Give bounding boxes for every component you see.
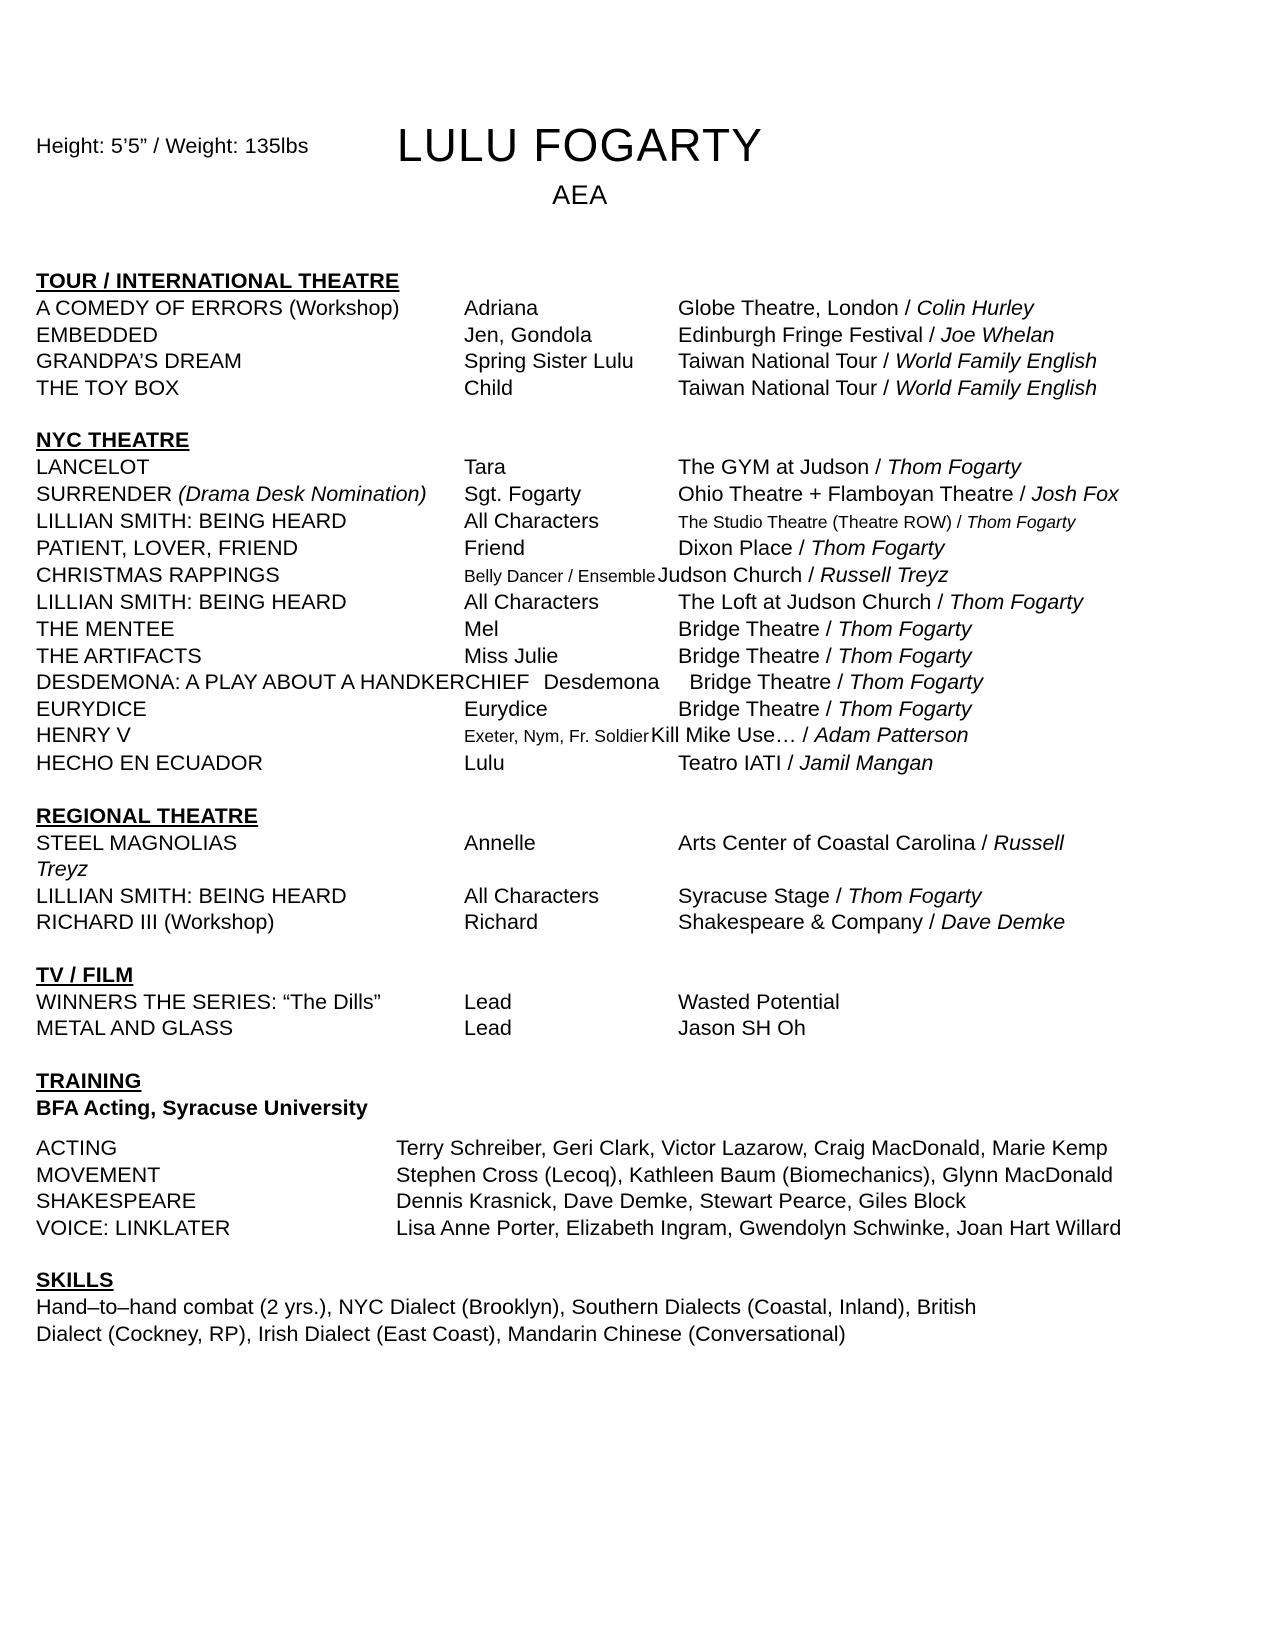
credits-list-tvfilm [36, 989, 1236, 1042]
credit-title: THE ARTIFACTS [36, 643, 202, 668]
credit-title: CHRISTMAS RAPPINGS [36, 562, 280, 587]
credit-title: LILLIAN SMITH: BEING HEARD [36, 590, 347, 615]
credit-role: Tara [464, 455, 506, 480]
section-skills [36, 1267, 1236, 1348]
credit-role: Richard [464, 910, 539, 935]
training-category: MOVEMENT [36, 1162, 161, 1187]
credit-role: Desdemona [543, 670, 660, 695]
physical-stats: Height: 5’5” / Weight: 135lbs [36, 134, 309, 158]
credit-venue: The Studio Theatre (Theatre ROW) / Thom Fogarty [678, 511, 1076, 532]
training-row [36, 1135, 1236, 1162]
training-row [36, 1188, 1236, 1215]
credit-title: HECHO EN ECUADOR [36, 750, 263, 775]
credit-role: Mel [464, 616, 499, 641]
table-row [36, 989, 1236, 1016]
credit-venue: Bridge Theatre / Thom Fogarty [678, 696, 972, 721]
section-gap [36, 401, 1236, 427]
credit-director: Thom Fogarty [847, 883, 982, 908]
table-row [36, 643, 1236, 670]
credit-director: Thom Fogarty [949, 590, 1084, 615]
table-row [36, 535, 1236, 562]
table-row [36, 295, 1236, 322]
credit-venue: The GYM at Judson / Thom Fogarty [678, 455, 1021, 480]
credit-director: Russell Treyz [820, 562, 949, 587]
credit-role: Adriana [464, 296, 539, 320]
credit-title: PATIENT, LOVER, FRIEND [36, 536, 299, 561]
credit-venue: Shakespeare & Company / Dave Demke [678, 910, 1066, 935]
training-category: ACTING [36, 1136, 118, 1161]
credit-title: EMBEDDED [36, 322, 158, 347]
table-row [36, 669, 1236, 696]
section-nyc [36, 427, 1236, 776]
credit-venue: Ohio Theatre + Flamboyan Theatre / Josh Fox [678, 481, 1119, 506]
credit-title: STEEL MAGNOLIAS [36, 830, 238, 855]
credit-director: Thom Fogarty [966, 511, 1076, 532]
section-regional [36, 803, 1236, 936]
section-gap [36, 936, 1236, 962]
credit-director: Thom Fogarty [887, 455, 1021, 480]
credit-director: Adam Patterson [814, 723, 969, 748]
table-row [36, 562, 1236, 590]
section-heading: SKILLS [36, 1268, 114, 1293]
credit-venue: Dixon Place / Thom Fogarty [678, 536, 945, 561]
credit-title: LILLIAN SMITH: BEING HEARD [36, 508, 347, 533]
credit-title: EURYDICE [36, 696, 147, 721]
table-row [36, 348, 1236, 375]
section-heading: TRAINING [36, 1069, 142, 1094]
credit-director: Thom Fogarty [837, 696, 972, 721]
training-row [36, 1215, 1236, 1242]
credit-director: Thom Fogarty [810, 536, 945, 561]
credit-venue: Arts Center of Coastal Carolina / Russell [678, 830, 1064, 855]
section-tv-film [36, 962, 1236, 1042]
skills-text: Hand–to–hand combat (2 yrs.), NYC Dialect (Brooklyn), Southern Dialects (Coastal, Inland), British Dialect (Cockney, RP), Irish Dialect (East Coast), Mandarin Chinese (Conversational) [36, 1295, 977, 1347]
table-row [36, 375, 1236, 402]
credit-venue: Syracuse Stage / Thom Fogarty [678, 883, 982, 908]
table-row [36, 322, 1236, 349]
section-heading: TV / FILM [36, 962, 134, 987]
credit-director: Dave Demke [940, 910, 1066, 935]
table-row [36, 750, 1236, 777]
credit-role: Belly Dancer / Ensemble [464, 565, 656, 586]
page-title: LULU FOGARTY [396, 119, 764, 171]
credit-director: Colin Hurley [916, 296, 1034, 320]
credit-venue: Taiwan National Tour / World Family English [678, 375, 1098, 400]
credit-venue: Wasted Potential [678, 989, 840, 1014]
training-list [36, 1135, 1236, 1241]
credit-title: THE TOY BOX [36, 375, 180, 400]
table-row [36, 883, 1236, 910]
table-row [36, 616, 1236, 643]
credit-title: HENRY V [36, 723, 131, 748]
credit-venue: Bridge Theatre / Thom Fogarty [689, 670, 983, 695]
credit-title: SURRENDER (Drama Desk Nomination) [36, 481, 427, 506]
credit-director: Jamil Mangan [799, 750, 934, 775]
training-category: SHAKESPEARE [36, 1189, 197, 1214]
table-row [36, 722, 1236, 750]
credit-role: Child [464, 375, 513, 400]
table-row [36, 481, 1236, 508]
section-gap [36, 1241, 1236, 1267]
credit-director: World Family English [895, 349, 1098, 374]
credit-director: Thom Fogarty [837, 643, 972, 668]
credit-venue: Bridge Theatre / Thom Fogarty [678, 616, 972, 641]
credit-title: METAL AND GLASS [36, 1016, 234, 1041]
credit-role: Jen, Gondola [464, 322, 592, 347]
credit-title: LILLIAN SMITH: BEING HEARD [36, 883, 347, 908]
table-row [36, 696, 1236, 723]
credit-director-continuation: Treyz [36, 857, 89, 882]
credit-venue: Jason SH Oh [678, 1016, 806, 1041]
training-gap [36, 1122, 1236, 1135]
credit-venue: Judson Church / Russell Treyz [657, 562, 949, 587]
table-row [36, 909, 1236, 936]
training-instructors: Dennis Krasnick, Dave Demke, Stewart Pearce, Giles Block [396, 1189, 966, 1214]
credit-role: All Characters [464, 508, 600, 533]
credit-title: A COMEDY OF ERRORS (Workshop) [36, 296, 400, 320]
table-row [36, 508, 1236, 536]
credit-role: Exeter, Nym, Fr. Soldier [464, 726, 649, 747]
section-heading: REGIONAL THEATRE [36, 803, 259, 828]
credit-title: DESDEMONA: A PLAY ABOUT A HANDKERCHIEF [36, 670, 530, 695]
credit-role: Spring Sister Lulu [464, 349, 634, 374]
resume-header [0, 118, 1275, 228]
credit-venue: Kill Mike Use… / Adam Patterson [650, 723, 969, 748]
table-row [36, 1015, 1236, 1042]
credit-role: Annelle [464, 830, 536, 855]
training-instructors: Lisa Anne Porter, Elizabeth Ingram, Gwendolyn Schwinke, Joan Hart Willard [396, 1215, 1122, 1240]
credit-role: Miss Julie [464, 643, 559, 668]
degree-line: BFA Acting, Syracuse University [36, 1096, 368, 1121]
union-affiliation: AEA [552, 180, 608, 210]
credit-venue: Taiwan National Tour / World Family English [678, 349, 1098, 374]
credit-role: Friend [464, 536, 525, 561]
credit-director: Josh Fox [1031, 481, 1119, 506]
table-row [36, 830, 1236, 857]
section-gap [36, 1042, 1236, 1068]
section-tour [36, 268, 1236, 401]
credit-role: Sgt. Fogarty [464, 481, 582, 506]
credit-role: Eurydice [464, 696, 548, 721]
training-instructors: Stephen Cross (Lecoq), Kathleen Baum (Biomechanics), Glynn MacDonald [396, 1162, 1114, 1187]
credit-venue: Teatro IATI / Jamil Mangan [678, 750, 934, 775]
section-gap [36, 777, 1236, 803]
table-row [36, 589, 1236, 616]
credit-director: Thom Fogarty [849, 670, 983, 695]
credit-role: All Characters [464, 590, 600, 615]
credit-director: World Family English [895, 375, 1098, 400]
credit-director: Thom Fogarty [837, 616, 972, 641]
credit-director: Russell [993, 830, 1064, 855]
credit-title: RICHARD III (Workshop) [36, 910, 275, 935]
section-heading: NYC THEATRE [36, 428, 190, 453]
credit-venue: Edinburgh Fringe Festival / Joe Whelan [678, 322, 1055, 347]
credit-title: THE MENTEE [36, 616, 175, 641]
credit-title: LANCELOT [36, 455, 150, 480]
credits-list-tour [36, 295, 1236, 401]
credit-title: GRANDPA’S DREAM [36, 349, 242, 374]
section-heading: TOUR / INTERNATIONAL THEATRE [36, 269, 400, 293]
credit-role: Lead [464, 1016, 512, 1041]
credit-director: Joe Whelan [940, 322, 1055, 347]
credits-list-nyc [36, 454, 1236, 776]
credit-title-note: (Drama Desk Nomination) [178, 481, 427, 506]
training-instructors: Terry Schreiber, Geri Clark, Victor Lazarow, Craig MacDonald, Marie Kemp [396, 1136, 1108, 1161]
table-row [36, 454, 1236, 481]
credit-role: Lulu [464, 750, 505, 775]
credit-venue: The Loft at Judson Church / Thom Fogarty [678, 590, 1084, 615]
training-row [36, 1162, 1236, 1189]
credit-venue: Bridge Theatre / Thom Fogarty [678, 643, 972, 668]
resume-body [36, 268, 1236, 1348]
credit-role: Lead [464, 989, 512, 1014]
credits-list-regional [36, 830, 1236, 936]
section-training [36, 1068, 1236, 1241]
credit-title: WINNERS THE SERIES: “The Dills” [36, 989, 381, 1014]
credit-venue: Globe Theatre, London / Colin Hurley [678, 296, 1034, 320]
credit-role: All Characters [464, 883, 600, 908]
training-category: VOICE: LINKLATER [36, 1215, 231, 1240]
